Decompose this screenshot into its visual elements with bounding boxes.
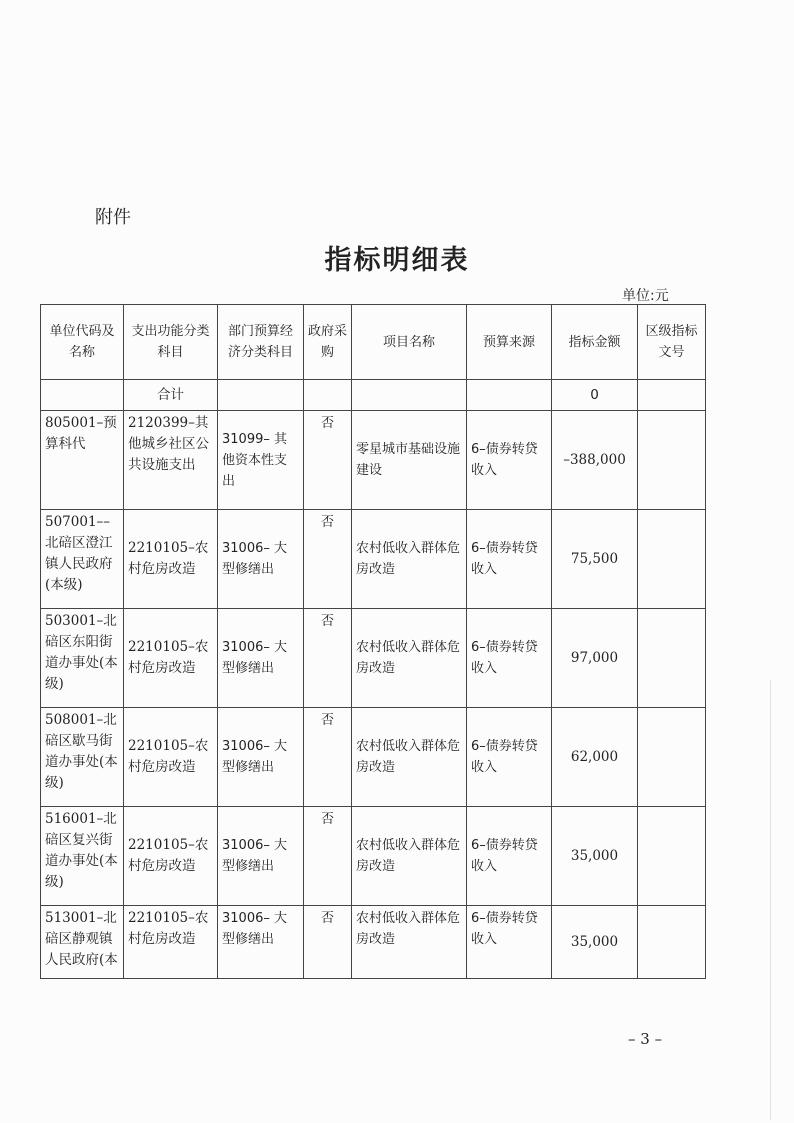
- row-function: 2210105–农村危房改造: [124, 906, 218, 979]
- row-amount: 75,500: [552, 510, 638, 609]
- header-function: 支出功能分类科目: [124, 305, 218, 380]
- row-amount: 97,000: [552, 609, 638, 708]
- header-economic: 部门预算经济分类科目: [218, 305, 304, 380]
- row-project: 零星城市基础设施建设: [352, 411, 467, 510]
- row-project: 农村低收入群体危房改造: [352, 906, 467, 979]
- row-source: 6–债券转贷收入: [467, 906, 552, 979]
- page-number: – 3 –: [628, 1030, 663, 1048]
- row-economic: 31006– 大型修缮出: [218, 510, 304, 609]
- row-economic: 31006– 大型修缮出: [218, 807, 304, 906]
- budget-detail-table: [40, 304, 706, 979]
- attachment-label: 附件: [95, 207, 131, 228]
- header-unit: 单位代码及名称: [41, 305, 124, 380]
- table-row: [41, 906, 706, 979]
- row-doc-number: [638, 906, 706, 979]
- row-project: 农村低收入群体危房改造: [352, 708, 467, 807]
- row-gov-procurement: 否: [304, 609, 352, 708]
- row-function: 2210105–农村危房改造: [124, 510, 218, 609]
- row-source: 6–债券转贷收入: [467, 807, 552, 906]
- header-gov-procurement: 政府采购: [304, 305, 352, 380]
- table-row: [41, 609, 706, 708]
- header-source: 预算来源: [467, 305, 552, 380]
- row-unit: 503001–北碚区东阳街道办事处(本级): [41, 609, 124, 708]
- row-gov-procurement: 否: [304, 906, 352, 979]
- row-amount: 35,000: [552, 906, 638, 979]
- page-title: 指标明细表: [324, 245, 470, 276]
- unit-label: 单位:元: [622, 288, 669, 304]
- row-unit: 508001–北碚区歇马街道办事处(本级): [41, 708, 124, 807]
- total-row: [41, 380, 706, 411]
- header-doc-number: 区级指标文号: [638, 305, 706, 380]
- row-function: 2210105–农村危房改造: [124, 708, 218, 807]
- row-source: 6–债券转贷收入: [467, 708, 552, 807]
- row-economic: 31006– 大型修缮出: [218, 906, 304, 979]
- total-amount: 0: [552, 380, 638, 411]
- row-doc-number: [638, 708, 706, 807]
- row-source: 6–债券转贷收入: [467, 411, 552, 510]
- row-economic: 31006– 大型修缮出: [218, 609, 304, 708]
- row-economic: 31006– 大型修缮出: [218, 708, 304, 807]
- row-unit: 516001–北碚区复兴街道办事处(本级): [41, 807, 124, 906]
- row-project: 农村低收入群体危房改造: [352, 510, 467, 609]
- row-source: 6–债券转贷收入: [467, 609, 552, 708]
- row-function: 2210105–农村危房改造: [124, 609, 218, 708]
- row-function: 2120399–其他城乡社区公共设施支出: [124, 411, 218, 510]
- row-amount: 62,000: [552, 708, 638, 807]
- row-source: 6–债券转贷收入: [467, 510, 552, 609]
- row-doc-number: [638, 510, 706, 609]
- row-function: 2210105–农村危房改造: [124, 807, 218, 906]
- total-label: 合计: [124, 380, 218, 411]
- row-amount: 35,000: [552, 807, 638, 906]
- row-economic: 31099– 其他资本性支出: [218, 411, 304, 510]
- row-gov-procurement: 否: [304, 510, 352, 609]
- row-doc-number: [638, 411, 706, 510]
- header-amount: 指标金额: [552, 305, 638, 380]
- table-row: [41, 708, 706, 807]
- scan-edge-line: [770, 680, 771, 1120]
- row-project: 农村低收入群体危房改造: [352, 609, 467, 708]
- table-row: [41, 807, 706, 906]
- table-header-row: [41, 305, 706, 380]
- row-unit: 507001––北碚区澄江镇人民政府(本级): [41, 510, 124, 609]
- table-row: [41, 411, 706, 510]
- row-gov-procurement: 否: [304, 411, 352, 510]
- row-gov-procurement: 否: [304, 708, 352, 807]
- row-amount: –388,000: [552, 411, 638, 510]
- row-gov-procurement: 否: [304, 807, 352, 906]
- table-row: [41, 510, 706, 609]
- header-project: 项目名称: [352, 305, 467, 380]
- row-doc-number: [638, 807, 706, 906]
- row-project: 农村低收入群体危房改造: [352, 807, 467, 906]
- row-doc-number: [638, 609, 706, 708]
- row-unit: 805001–预算科代: [41, 411, 124, 510]
- row-unit: 513001–北碚区静观镇人民政府(本: [41, 906, 124, 979]
